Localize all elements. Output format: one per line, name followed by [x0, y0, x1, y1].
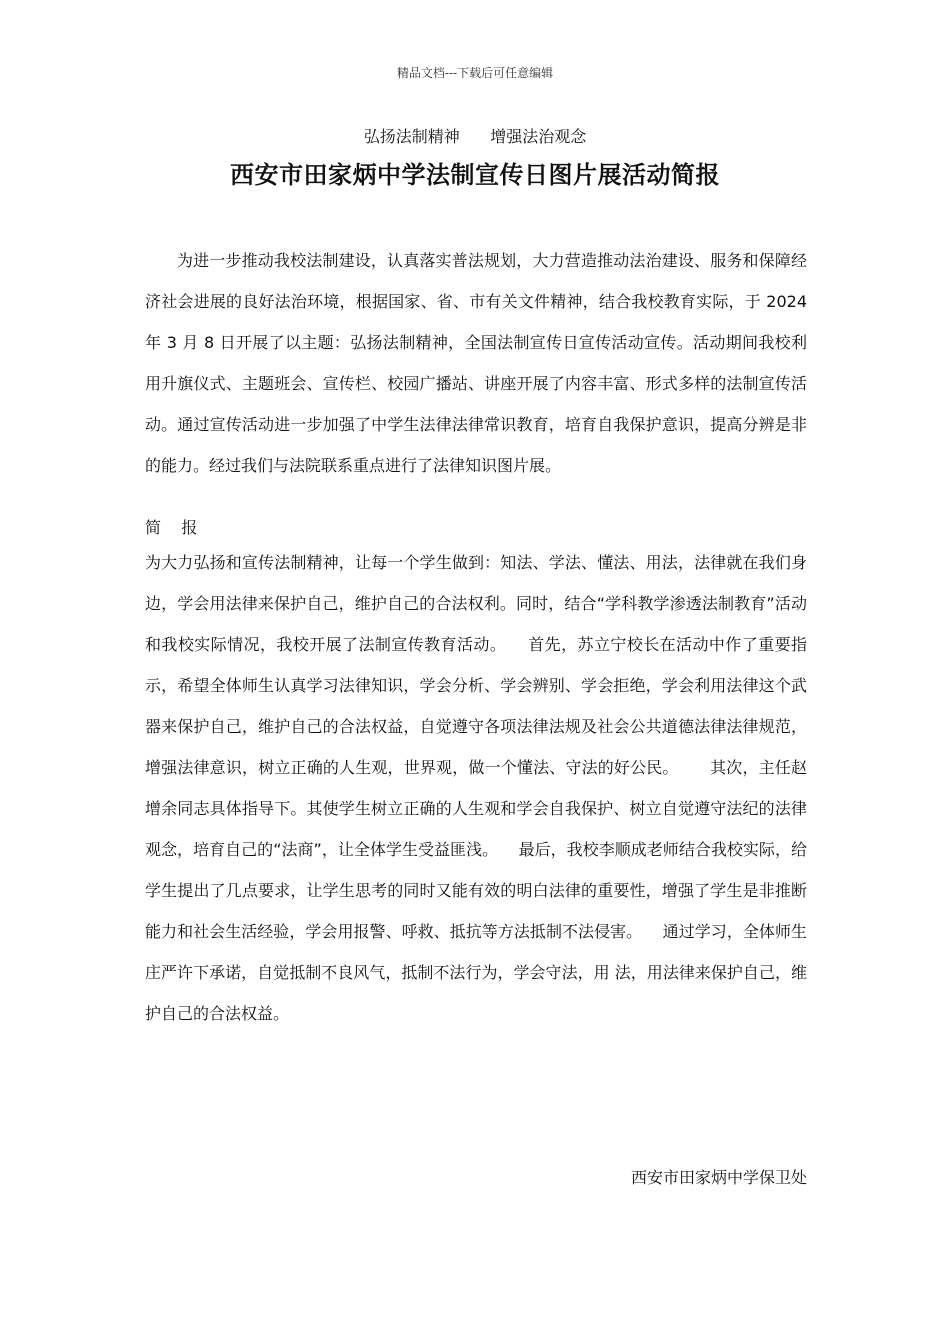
signature: 西安市田家炳中学保卫处 [630, 1168, 807, 1187]
page-header-note: 精品文档---下载后可任意编辑 [396, 66, 554, 80]
intro-paragraph: 为进一步推动我校法制建设，认真落实普法规划，大力营造推动法治建设、服务和保障经济社会进展的良好法治环境，根据国家、省、市有关文件精神，结合我校教育实际，于 2024 年 3 月 8 日开展了以主题：弘扬法制精神，全国法制宣传日宣传活动宣传。活动期间我校利用升旗仪式、主题班会、宣传栏、校园广播站、讲座开展了内容丰富、形式多样的法制宣传活动。通过宣传活动进一步加强了中学生法律法律常识教育，培育自我保护意识，提高分辨是非的能力。经过我们与法院联系重点进行了法律知识图片展。 [145, 251, 813, 475]
body-paragraph: 为大力弘扬和宣传法制精神，让每一个学生做到：知法、学法、懂法、用法，法律就在我们身边，学会用法律来保护自己，维护自己的合法权利。同时，结合“学科教学渗透法制教育”活动和我校实际情况，我校开展了法制宣传教育活动。 首先，苏立宁校长在活动中作了重要指示，希望全体师生认真学习法律知识，学会分析、学会辨别、学会拒绝，学会利用法律这个武器来保护自己，维护自己的合法权益，自觉遵守各项法律法规及社会公共道德法律法律规范，增强法律意识，树立正确的人生观，世界观，做一个懂法、守法的好公民。 其次，主任赵增余同志具体指导下。其使学生树立正确的人生观和学会自我保护、树立自觉遵守法纪的法律观念，培育自己的“法商”，让全体学生受益匪浅。 最后，我校李顺成老师结合我校实际，给学生提出了几点要求，让学生思考的同时又能有效的明白法律的重要性，增强了学生是非推断能力和社会生活经验，学会用报警、呼救、抵抗等方法抵制不法侵害。 通过学习，全体师生庄严许下承诺，自觉抵制不良风气，抵制不法行为，学会守法，用 法，用法律来保护自己，维护自己的合法权益。 [145, 553, 807, 1023]
section-label: 简 报 [145, 518, 198, 537]
document-subtitle: 弘扬法制精神 增强法治观念 [363, 127, 587, 146]
document-title: 西安市田家炳中学法制宣传日图片展活动简报 [230, 161, 720, 189]
